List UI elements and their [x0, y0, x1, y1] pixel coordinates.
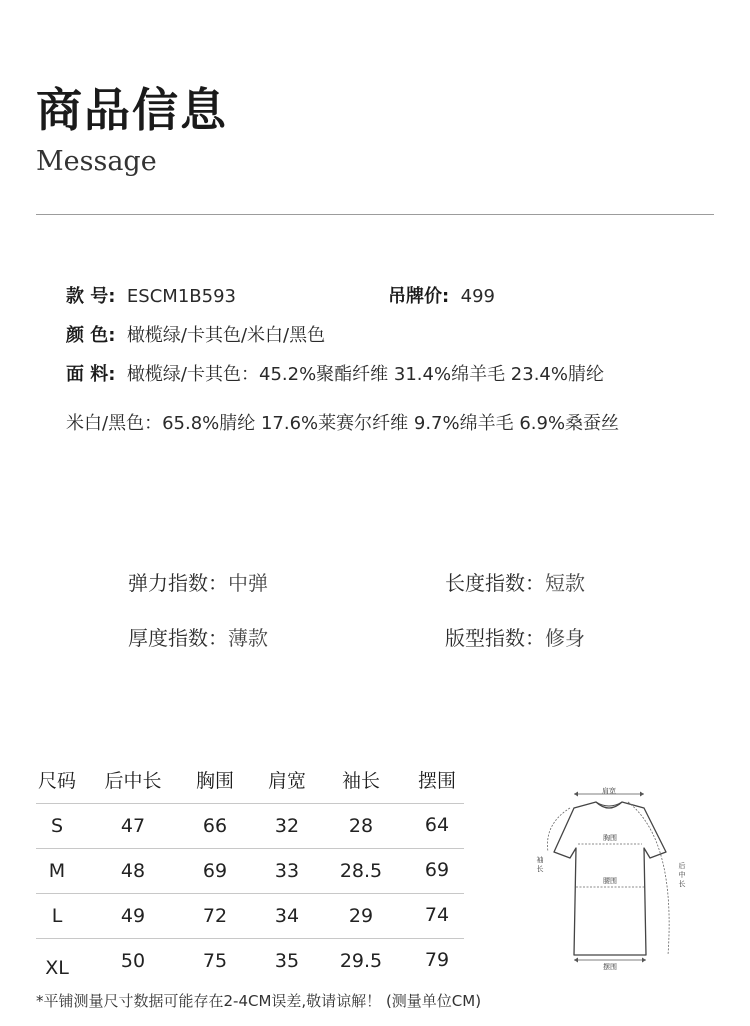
length-label: 长度指数：	[445, 571, 545, 595]
table-cell: 74	[424, 904, 450, 926]
sleeve-label-top: 袖	[536, 856, 544, 864]
table-cell: 75	[202, 950, 228, 972]
back-length-label-3: 长	[678, 880, 686, 888]
chest-label: 胸围	[603, 834, 617, 842]
row-divider	[36, 803, 464, 804]
table-cell: S	[50, 815, 64, 837]
table-cell: 47	[120, 815, 146, 837]
tag-price-label: 吊牌价:	[388, 286, 450, 307]
elasticity-label: 弹力指数：	[128, 571, 228, 595]
table-cell: 34	[274, 905, 300, 927]
tag-price-row	[388, 282, 495, 308]
divider	[36, 214, 714, 215]
color-row	[66, 321, 325, 347]
thickness-label: 厚度指数：	[128, 626, 228, 650]
table-cell: 29.5	[339, 950, 383, 972]
row-divider	[36, 893, 464, 894]
measurement-note: *平铺测量尺寸数据可能存在2-4CM误差,敬请谅解！ (测量单位CM)	[36, 992, 482, 1010]
fit-value: 修身	[545, 626, 585, 650]
thickness-value: 薄款	[228, 626, 268, 650]
fabric-label: 面 料:	[66, 364, 116, 385]
fit-index	[445, 622, 585, 651]
table-cell: 64	[424, 814, 450, 836]
back-length-label-1: 后	[678, 862, 686, 870]
table-cell: L	[51, 905, 63, 927]
color-label: 颜 色:	[66, 325, 116, 346]
table-cell: 28	[348, 815, 374, 837]
hem-label: 摆围	[603, 963, 617, 971]
length-value: 短款	[545, 571, 585, 595]
table-header: 肩宽	[267, 770, 306, 792]
table-cell: 33	[274, 860, 300, 882]
table-cell: 48	[120, 860, 146, 882]
row-divider	[36, 938, 464, 939]
thickness-index	[128, 622, 268, 651]
table-header: 胸围	[195, 770, 234, 792]
waist-label: 腰围	[603, 877, 617, 885]
style-no-row	[66, 282, 236, 308]
table-cell: 69	[424, 859, 450, 881]
sleeve-label-bottom: 长	[536, 865, 544, 873]
table-cell: 72	[202, 905, 228, 927]
length-index	[445, 567, 585, 596]
table-cell: XL	[45, 957, 69, 979]
fabric-row	[66, 360, 604, 386]
table-cell: 79	[424, 949, 450, 971]
elasticity-value: 中弹	[228, 571, 268, 595]
table-cell: 49	[120, 905, 146, 927]
row-divider	[36, 848, 464, 849]
elasticity-index	[128, 567, 268, 596]
table-cell: 29	[348, 905, 374, 927]
table-cell: 28.5	[339, 860, 383, 882]
table-cell: 69	[202, 860, 228, 882]
table-header: 袖长	[341, 770, 380, 792]
shoulder-label: 肩宽	[602, 787, 616, 795]
page-title: 商品信息	[36, 83, 228, 137]
fabric-line-2: 米白/黑色：65.8%腈纶 17.6%莱赛尔纤维 9.7%绵羊毛 6.9%桑蚕丝	[66, 413, 620, 434]
table-cell: 66	[202, 815, 228, 837]
table-header: 后中长	[104, 770, 162, 792]
tag-price-value: 499	[460, 286, 496, 307]
fit-label: 版型指数：	[445, 626, 545, 650]
style-no-label: 款 号:	[66, 286, 116, 307]
fabric-line-1: 橄榄绿/卡其色：45.2%聚酯纤维 31.4%绵羊毛 23.4%腈纶	[126, 364, 604, 385]
table-header: 摆围	[417, 770, 456, 792]
style-no-value: ESCM1B593	[126, 286, 236, 307]
table-cell: M	[48, 860, 66, 882]
table-cell: 35	[274, 950, 300, 972]
page-subtitle: Message	[36, 146, 157, 177]
color-value: 橄榄绿/卡其色/米白/黑色	[126, 325, 326, 346]
table-cell: 32	[274, 815, 300, 837]
table-cell: 50	[120, 950, 146, 972]
tshirt-measurement-diagram	[526, 780, 716, 975]
table-header: 尺码	[37, 770, 76, 792]
back-length-label-2: 中	[678, 871, 686, 879]
